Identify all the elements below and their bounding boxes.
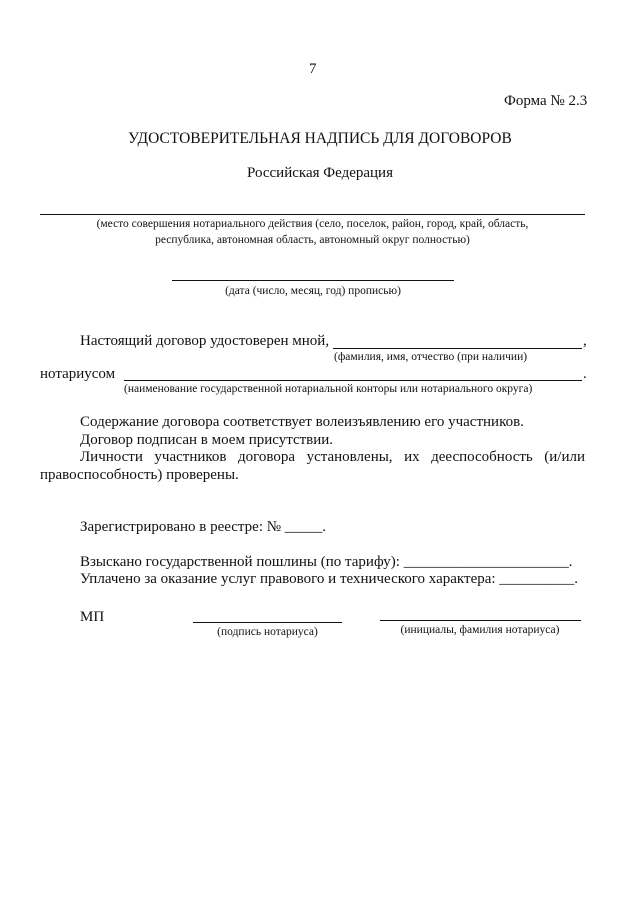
date-line [172,280,454,281]
page-number: 7 [309,61,317,77]
initials-line [380,620,581,621]
place-hint-line1: (место совершения нотариального действия (село, поселок, район, город, край, область, [96,218,529,230]
certified-by-text: Настоящий договор удостоверен мной, [80,333,330,349]
office-period: . [583,366,587,382]
signature-hint: (подпись нотариуса) [217,626,318,638]
registry-number: Зарегистрировано в реестре: № _____. [80,519,327,535]
initials-hint: (инициалы, фамилия нотариуса) [400,624,560,636]
place-hint-line2: республика, автономная область, автономный округ полностью) [155,234,470,246]
place-line [40,214,585,215]
content-statement: Содержание договора соответствует волеизъявлению его участников. [80,414,524,430]
office-hint: (наименование государственной нотариальной конторы или нотариального округа) [124,383,533,395]
stamp-place: МП [80,609,105,625]
identity-statement-line1: Личности участников договора установлены, их дееспособность (и/или [80,449,585,465]
form-label: Форма № 2.3 [504,93,588,109]
signed-statement: Договор подписан в моем присутствии. [80,432,334,448]
notary-name-line [333,348,582,349]
services-fee: Уплачено за оказание услуг правового и технического характера: __________. [80,571,579,587]
country-name: Российская Федерация [247,165,393,181]
notary-label: нотариусом [40,366,116,382]
name-comma: , [583,333,587,349]
state-duty: Взыскано государственной пошлины (по тарифу): ______________________. [80,554,573,570]
document-title: УДОСТОВЕРИТЕЛЬНАЯ НАДПИСЬ ДЛЯ ДОГОВОРОВ [128,130,512,147]
name-hint: (фамилия, имя, отчество (при наличии) [334,351,528,363]
notary-office-line [124,380,582,381]
date-hint: (дата (число, месяц, год) прописью) [225,285,401,297]
identity-statement-line2: правоспособность) проверены. [40,467,239,483]
signature-line [193,622,342,623]
